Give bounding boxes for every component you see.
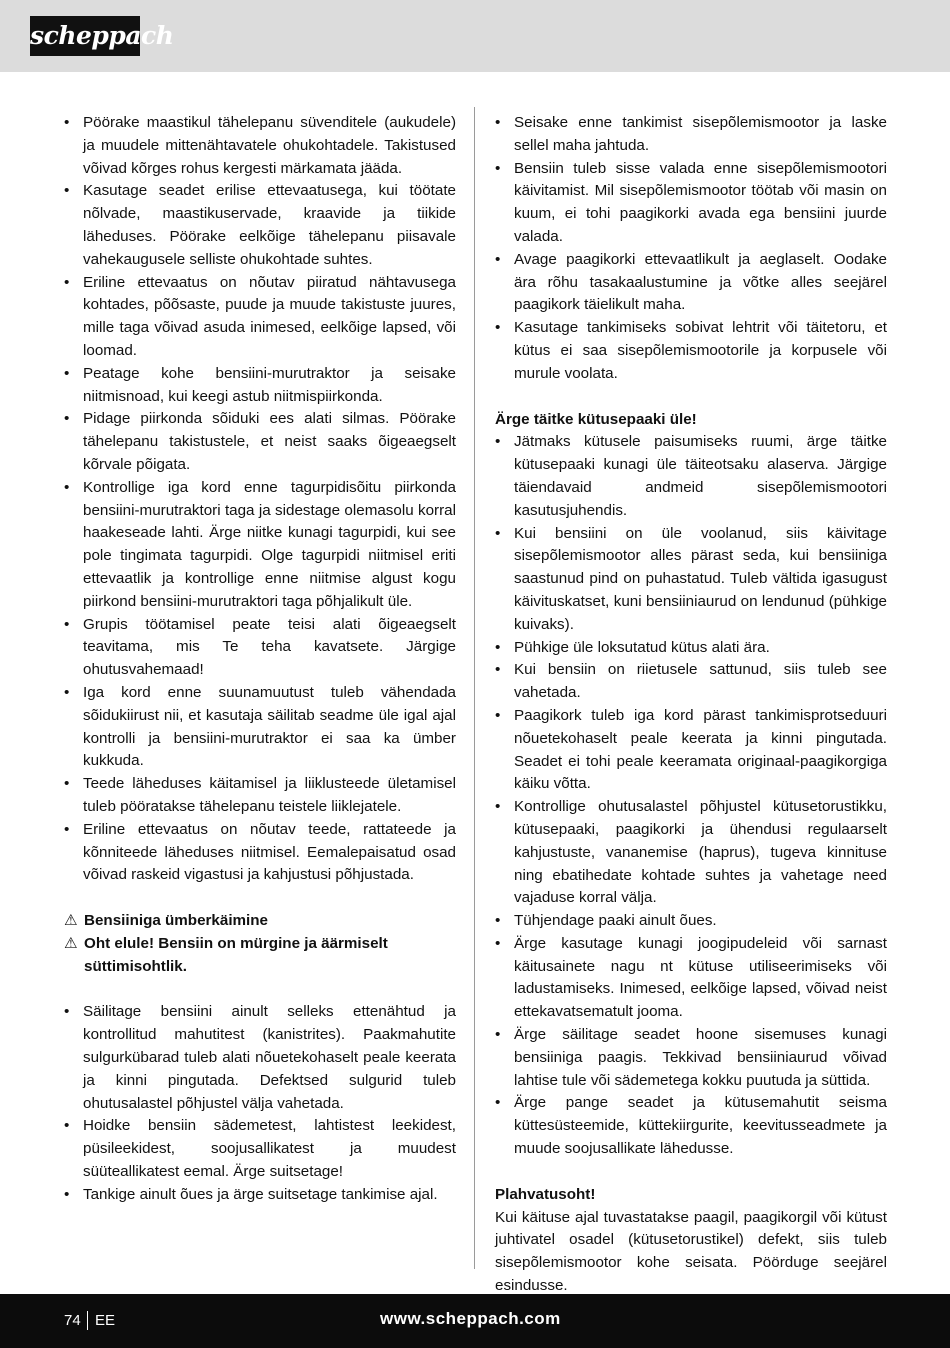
list-item: • Kui bensiin on riietusele sattunud, siis tuleb see vahetada. (495, 659, 887, 705)
list-item: • Tankige ainult õues ja ärge suitsetage tankimise ajal. (64, 1184, 456, 1207)
right-bullet-list-top (495, 112, 887, 386)
list-item: • Paagikork tuleb iga kord pärast tankimisprotseduuri nõuetekohaselt peale keerata ja kinni pingutada. Seadet ei tohi peale keeramata originaal-paagikorgiga käiku võtta. (495, 705, 887, 796)
left-bullet-list-bottom (64, 1001, 456, 1206)
left-column (64, 112, 456, 1207)
list-item: • Iga kord enne suunamuutust tuleb vähendada sõidukiirust nii, et kasutaja säilitab seadme üle igal ajal kontrolli ja bensiini-murutraktor ei saa ka ümber kukkuda. (64, 682, 456, 773)
warning-heading-text: Oht elule! Bensiin on mürgine ja äärmiselt süttimisohtlik. (84, 934, 388, 975)
list-item: • Pöörake maastikul tähelepanu süvenditele (aukudele) ja muudele mittenähtavatele ohukohtadele. Takistused võivad kõrges rohus kergesti märkamata jääda. (64, 112, 456, 180)
left-bullet-list-top (64, 112, 456, 887)
list-item: • Pidage piirkonda sõiduki ees alati silmas. Pöörake tähelepanu takistustele, et neist saaks õigeaegselt kõrvale põigata. (64, 408, 456, 476)
list-item: • Säilitage bensiini ainult selleks ettenähtud ja kontrollitud mahutitest (kanistrites). Paakmahutite sulgurkübarad tuleb alati nõuetekohaselt peale keerata ja kinni pingutada. Defektsed sulgurid tuleb ohutusalastel põhjustel välja vahetada. (64, 1001, 456, 1115)
list-item: • Grupis töötamisel peate teisi alati õigeaegselt teavitama, mis Te teha kavatsete. Järgige ohutusvahemaad! (64, 614, 456, 682)
list-item: • Ärge kasutage kunagi joogipudeleid või sarnast käitusainete nagu nt kütuse utiliseerimiseks või ladustamiseks. Inimesed, eelkõige lapsed, võivad neist ettekavatsematult jooma. (495, 933, 887, 1024)
list-item: • Jätmaks kütusele paisumiseks ruumi, ärge täitke kütusepaaki kunagi üle täiteotsaku alaserva. Järgige täiendavaid andmeid sisepõlemismootori kasutusjuhendis. (495, 431, 887, 522)
overfill-heading: Ärge täitke kütusepaaki üle! (495, 410, 697, 428)
list-item: • Kontrollige ohutusalastel põhjustel kütusetorustikku, kütusepaaki, paagikorki ja ühendusi regulaarselt kahjustuste, vananemise (haprus), tugeva kinnituse ning ebatihedate kohtade suhtes ja vahetage need vajaduse korral välja. (495, 796, 887, 910)
column-divider (474, 107, 475, 1269)
list-item: • Hoidke bensiin sädemetest, lahtistest leekidest, püsileekidest, soojusallikatest ja muudest süüteallikatest eemal. Ärge suitsetage! (64, 1115, 456, 1183)
list-item: • Seisake enne tankimist sisepõlemismootor ja laske sellel maha jahtuda. (495, 112, 887, 158)
list-item: • Pühkige üle loksutatud kütus alati ära. (495, 637, 887, 660)
warning-heading-text: Bensiiniga ümberkäimine (84, 912, 268, 930)
list-item: • Ärge pange seadet ja kütusemahutit seisma küttesüsteemide, küttekiirgurite, keevitusseadmete ja muude soojusallikate lähedusse. (495, 1092, 887, 1160)
website-url: www.scheppach.com (380, 1309, 561, 1328)
list-item: • Tühjendage paaki ainult õues. (495, 910, 887, 933)
language-code: EE (95, 1312, 116, 1329)
list-item: • Kontrollige iga kord enne tagurpidisõitu piirkonda bensiini-murutraktori taga ja sidestage olemasolu korral haakeseade lahti. Ärge niitke kunagi tagurpidi, kui see pole tingimata tagurpidi. Olge tagurpidi niitmisel eriti ettevaatlik ja kontrollige enne niitmise algust kogu piirkond bensiini-murutraktori taga põhjalikult üle. (64, 477, 456, 614)
list-item: • Kasutage seadet erilise ettevaatusega, kui töötate nõlvade, maastikuservade, kraavide ja tiikide läheduses. Pöörake eelkõige tähelepanu piisavale vahekaugusele selliste ohukohtade suhtes. (64, 180, 456, 271)
footer-separator (87, 1311, 88, 1330)
right-column (495, 112, 887, 1298)
list-item: • Ärge säilitage seadet hoone sisemuses kunagi bensiiniga paagis. Tekkivad bensiiniaurud võivad lahtise tule või sädemetega kokku puutuda ja süttida. (495, 1024, 887, 1092)
scheppach-logo: scheppach (30, 16, 140, 56)
explosion-paragraph: Kui käituse ajal tuvastatakse paagil, paagikorgil või kütust juhtivatel osadel (kütusetorustikel) defekt, siis tuleb sisepõlemismootor kohe seisata. Pöörduge seejärel esindusse. (495, 1208, 887, 1295)
list-item: • Eriline ettevaatus on nõutav piiratud nähtavusega kohtades, põõsaste, puude ja muude takistuste juures, mille taga võivad asuda inimesed, eelkõige lapsed, või loomad. (64, 272, 456, 363)
right-bullet-list-overfill (495, 431, 887, 1161)
warning-triangle-icon: ⚠ (64, 934, 78, 952)
warning-heading-danger-to-life (64, 933, 456, 979)
page-header (0, 0, 950, 72)
list-item: • Teede läheduses käitamisel ja liiklusteede ületamisel tuleb pööratakse tähelepanu teistele liiklejatele. (64, 773, 456, 819)
list-item: • Kasutage tankimiseks sobivat lehtrit või täitetoru, et kütus ei saa sisepõlemismootorile ja korpusele või murule voolata. (495, 317, 887, 385)
page-number: 74 (64, 1312, 81, 1329)
explosion-heading: Plahvatusoht! (495, 1185, 596, 1203)
list-item: • Eriline ettevaatus on nõutav teede, rattateede ja kõnniteede läheduses niitmisel. Eemalepaisatud osad võivad raskeid vigastusi ja kahjustusi põhjustada. (64, 819, 456, 887)
page-footer (0, 1294, 950, 1348)
list-item: • Bensiin tuleb sisse valada enne sisepõlemismootori käivitamist. Mil sisepõlemismootor töötab või masin on kuum, ei tohi paagikorki avada ega bensiini juurde valada. (495, 158, 887, 249)
list-item: • Peatage kohe bensiini-murutraktor ja seisake niitmisnoad, kui keegi astub niitmispiirkonda. (64, 363, 456, 409)
list-item: • Avage paagikorki ettevaatlikult ja aeglaselt. Oodake ära rõhu tasakaalustumine ja võtke alles seejärel paagikork täielikult maha. (495, 249, 887, 317)
list-item: • Kui bensiini on üle voolanud, siis käivitage sisepõlemismootor alles pärast seda, kui bensiiniga saastunud pind on puhastatud. Tuleb vältida igasugust käivituskatset, kuni bensiiniaurud on lendunud (pühkige kuivaks). (495, 523, 887, 637)
warning-heading-fuel-handling (64, 910, 456, 933)
warning-triangle-icon: ⚠ (64, 912, 78, 930)
